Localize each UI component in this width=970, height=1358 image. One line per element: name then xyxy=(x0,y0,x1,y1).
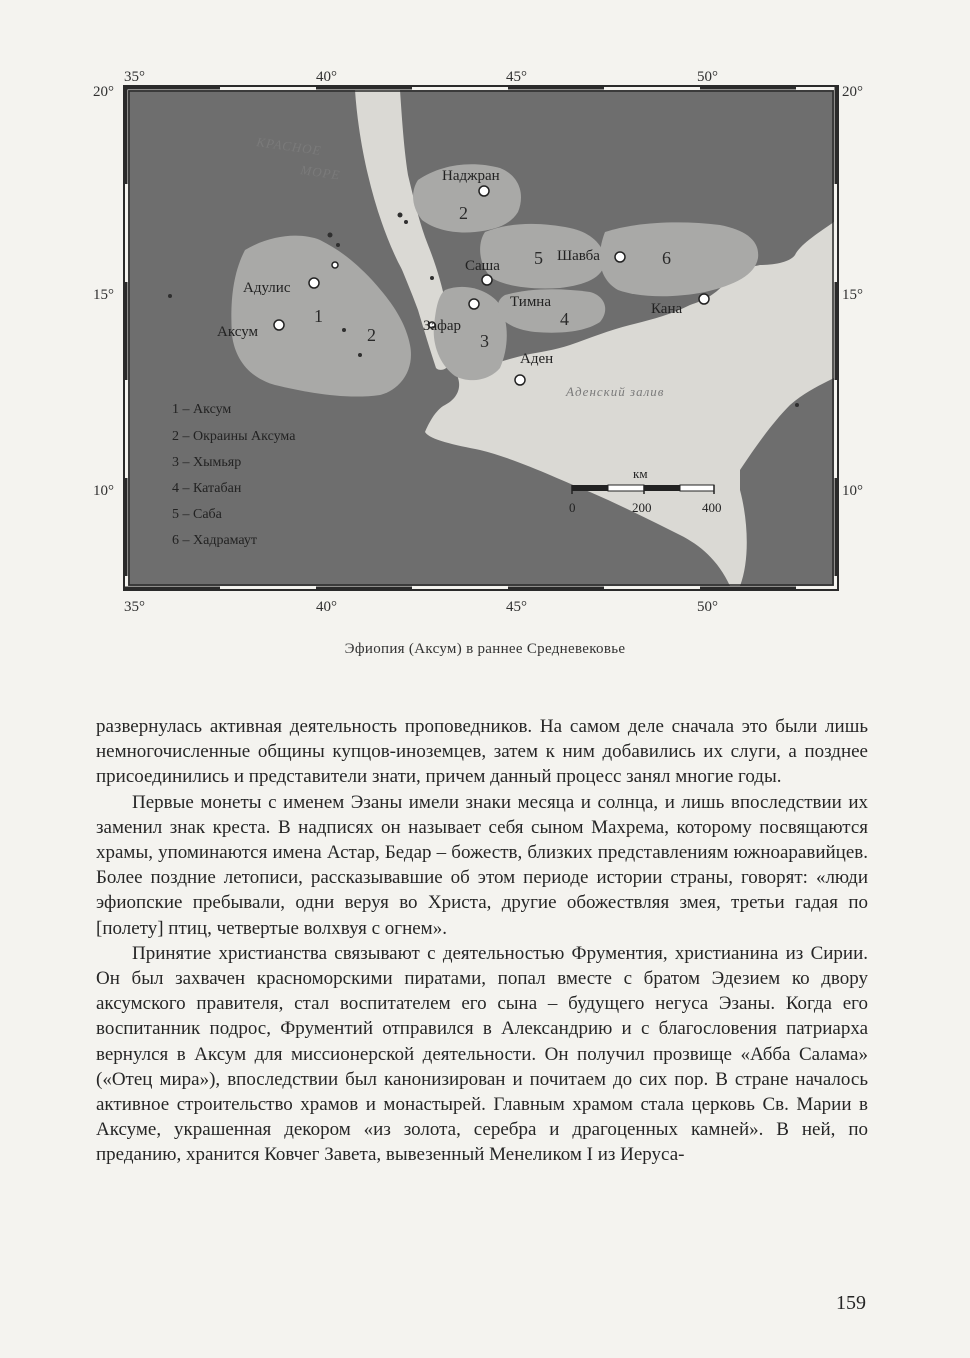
region-number-1: 1 xyxy=(314,306,323,326)
lat-label-20-right: 20° xyxy=(842,84,863,100)
lon-label-40-top: 40° xyxy=(316,69,337,85)
lon-label-45-bottom: 45° xyxy=(506,599,527,615)
lat-label-15-left: 15° xyxy=(93,287,114,303)
paragraph: Первые монеты с именем Эзаны имели знаки месяца и солнца, и лишь впоследствии их заменил знак креста. В надписях он называет себя сыном Махрема, которому посвящаются храмы, упоминаются имена Астар, Бедар – божеств, близких представлениям южноаравийцев. Более поздние летописи, рассказывавшие об этом периоде истории страны, говорят: «люди эфиопские пребывали, одни веруя во Христа, другие обожествляя змея, третьи гадая по [полету] птиц, четвертые волхвуя с огнем». xyxy=(96,791,868,939)
lon-label-50-bottom: 50° xyxy=(697,599,718,615)
legend-item: 1 – Аксум xyxy=(172,402,232,417)
marker-adulis xyxy=(309,278,319,288)
place-adulis: Адулис xyxy=(243,280,291,296)
lat-label-15-right: 15° xyxy=(842,287,863,303)
region-number-2: 2 xyxy=(367,325,376,345)
lon-label-35-bottom: 35° xyxy=(124,599,145,615)
paragraph: Принятие христианства связывают с деятельностью Фрументия, христианина из Сирии. Он был захвачен красноморскими пиратами, попал вместе с братом Эдезием ко двору аксумского правителя, стал воспитателем его сына – будущего негуса Эзаны. Когда его воспитанник подрос, Фрументий отправился в Александрию и с благословения патриарха вернулся в Аксум для миссионерской деятельности. Он получил прозвище «Абба Салама» («Отец мира»), впоследствии был канонизирован и почитаем до сих пор. В стране началось активное строительство храмов и монастырей. Главным храмом стала церковь Св. Марии в Аксуме, украшенная декором «из золота, серебра и драгоценных камней». В ней, по преданию, хранится Ковчег Завета, вывезенный Менеликом I из Иеруса- xyxy=(96,942,868,1166)
scale-tick-0: 0 xyxy=(569,500,576,515)
place-timna: Тимна xyxy=(510,294,551,310)
marker-timna xyxy=(469,299,479,309)
place-aden: Аден xyxy=(520,351,554,367)
place-kana: Кана xyxy=(651,301,683,317)
body-text xyxy=(96,714,868,1168)
marker-kana xyxy=(699,294,709,304)
marker-sasha xyxy=(482,275,492,285)
region-number-6: 6 xyxy=(662,248,671,268)
place-zafar: Зафар xyxy=(423,318,462,334)
lat-label-20-left: 20° xyxy=(93,84,114,100)
region-number-4: 4 xyxy=(560,309,569,329)
sea-label-gulf: Аденский залив xyxy=(566,384,665,399)
paragraph: развернулась активная деятельность проповедников. На самом деле сначала это были лишь немногочисленные общины купцов-иноземцев, затем к ним добавились их слуги, а позднее присоединились и представители знати, причем данный процесс занял многие годы. xyxy=(96,716,868,788)
marker-shabva xyxy=(615,252,625,262)
lon-label-35-top: 35° xyxy=(124,69,145,85)
scale-tick-200: 200 xyxy=(632,500,652,515)
scale-tick-400: 400 xyxy=(702,500,722,515)
sea-label-red-1: КРАСНОЕ xyxy=(255,134,323,159)
legend-item: 2 – Окраины Аксума xyxy=(172,429,296,444)
lon-label-40-bottom: 40° xyxy=(316,599,337,615)
marker-aden xyxy=(515,375,525,385)
marker-najran xyxy=(479,186,489,196)
marker-islet xyxy=(332,262,338,268)
page-number: 159 xyxy=(836,1292,866,1314)
legend-item: 5 – Саба xyxy=(172,507,222,522)
legend-item: 6 – Хадрамаут xyxy=(172,533,258,548)
legend-item: 3 – Хымьяр xyxy=(172,455,242,470)
sea-label-red-2: МОРЕ xyxy=(299,162,342,183)
place-aksum: Аксум xyxy=(217,324,259,340)
region-number-5: 5 xyxy=(534,248,543,268)
lat-label-10-right: 10° xyxy=(842,483,863,499)
region-number-2-north: 2 xyxy=(459,203,468,223)
marker-aksum xyxy=(274,320,284,330)
figure-caption: Эфиопия (Аксум) в раннее Средневековье xyxy=(344,641,626,657)
region-number-3: 3 xyxy=(480,331,489,351)
legend-item: 4 – Катабан xyxy=(172,481,242,496)
place-sasha: Саша xyxy=(465,258,500,274)
lon-label-50-top: 50° xyxy=(697,69,718,85)
scale-unit: км xyxy=(633,466,648,481)
place-shabva: Шавба xyxy=(557,248,600,264)
place-najran: Наджран xyxy=(442,168,500,184)
lat-label-10-left: 10° xyxy=(93,483,114,499)
lon-label-45-top: 45° xyxy=(506,69,527,85)
